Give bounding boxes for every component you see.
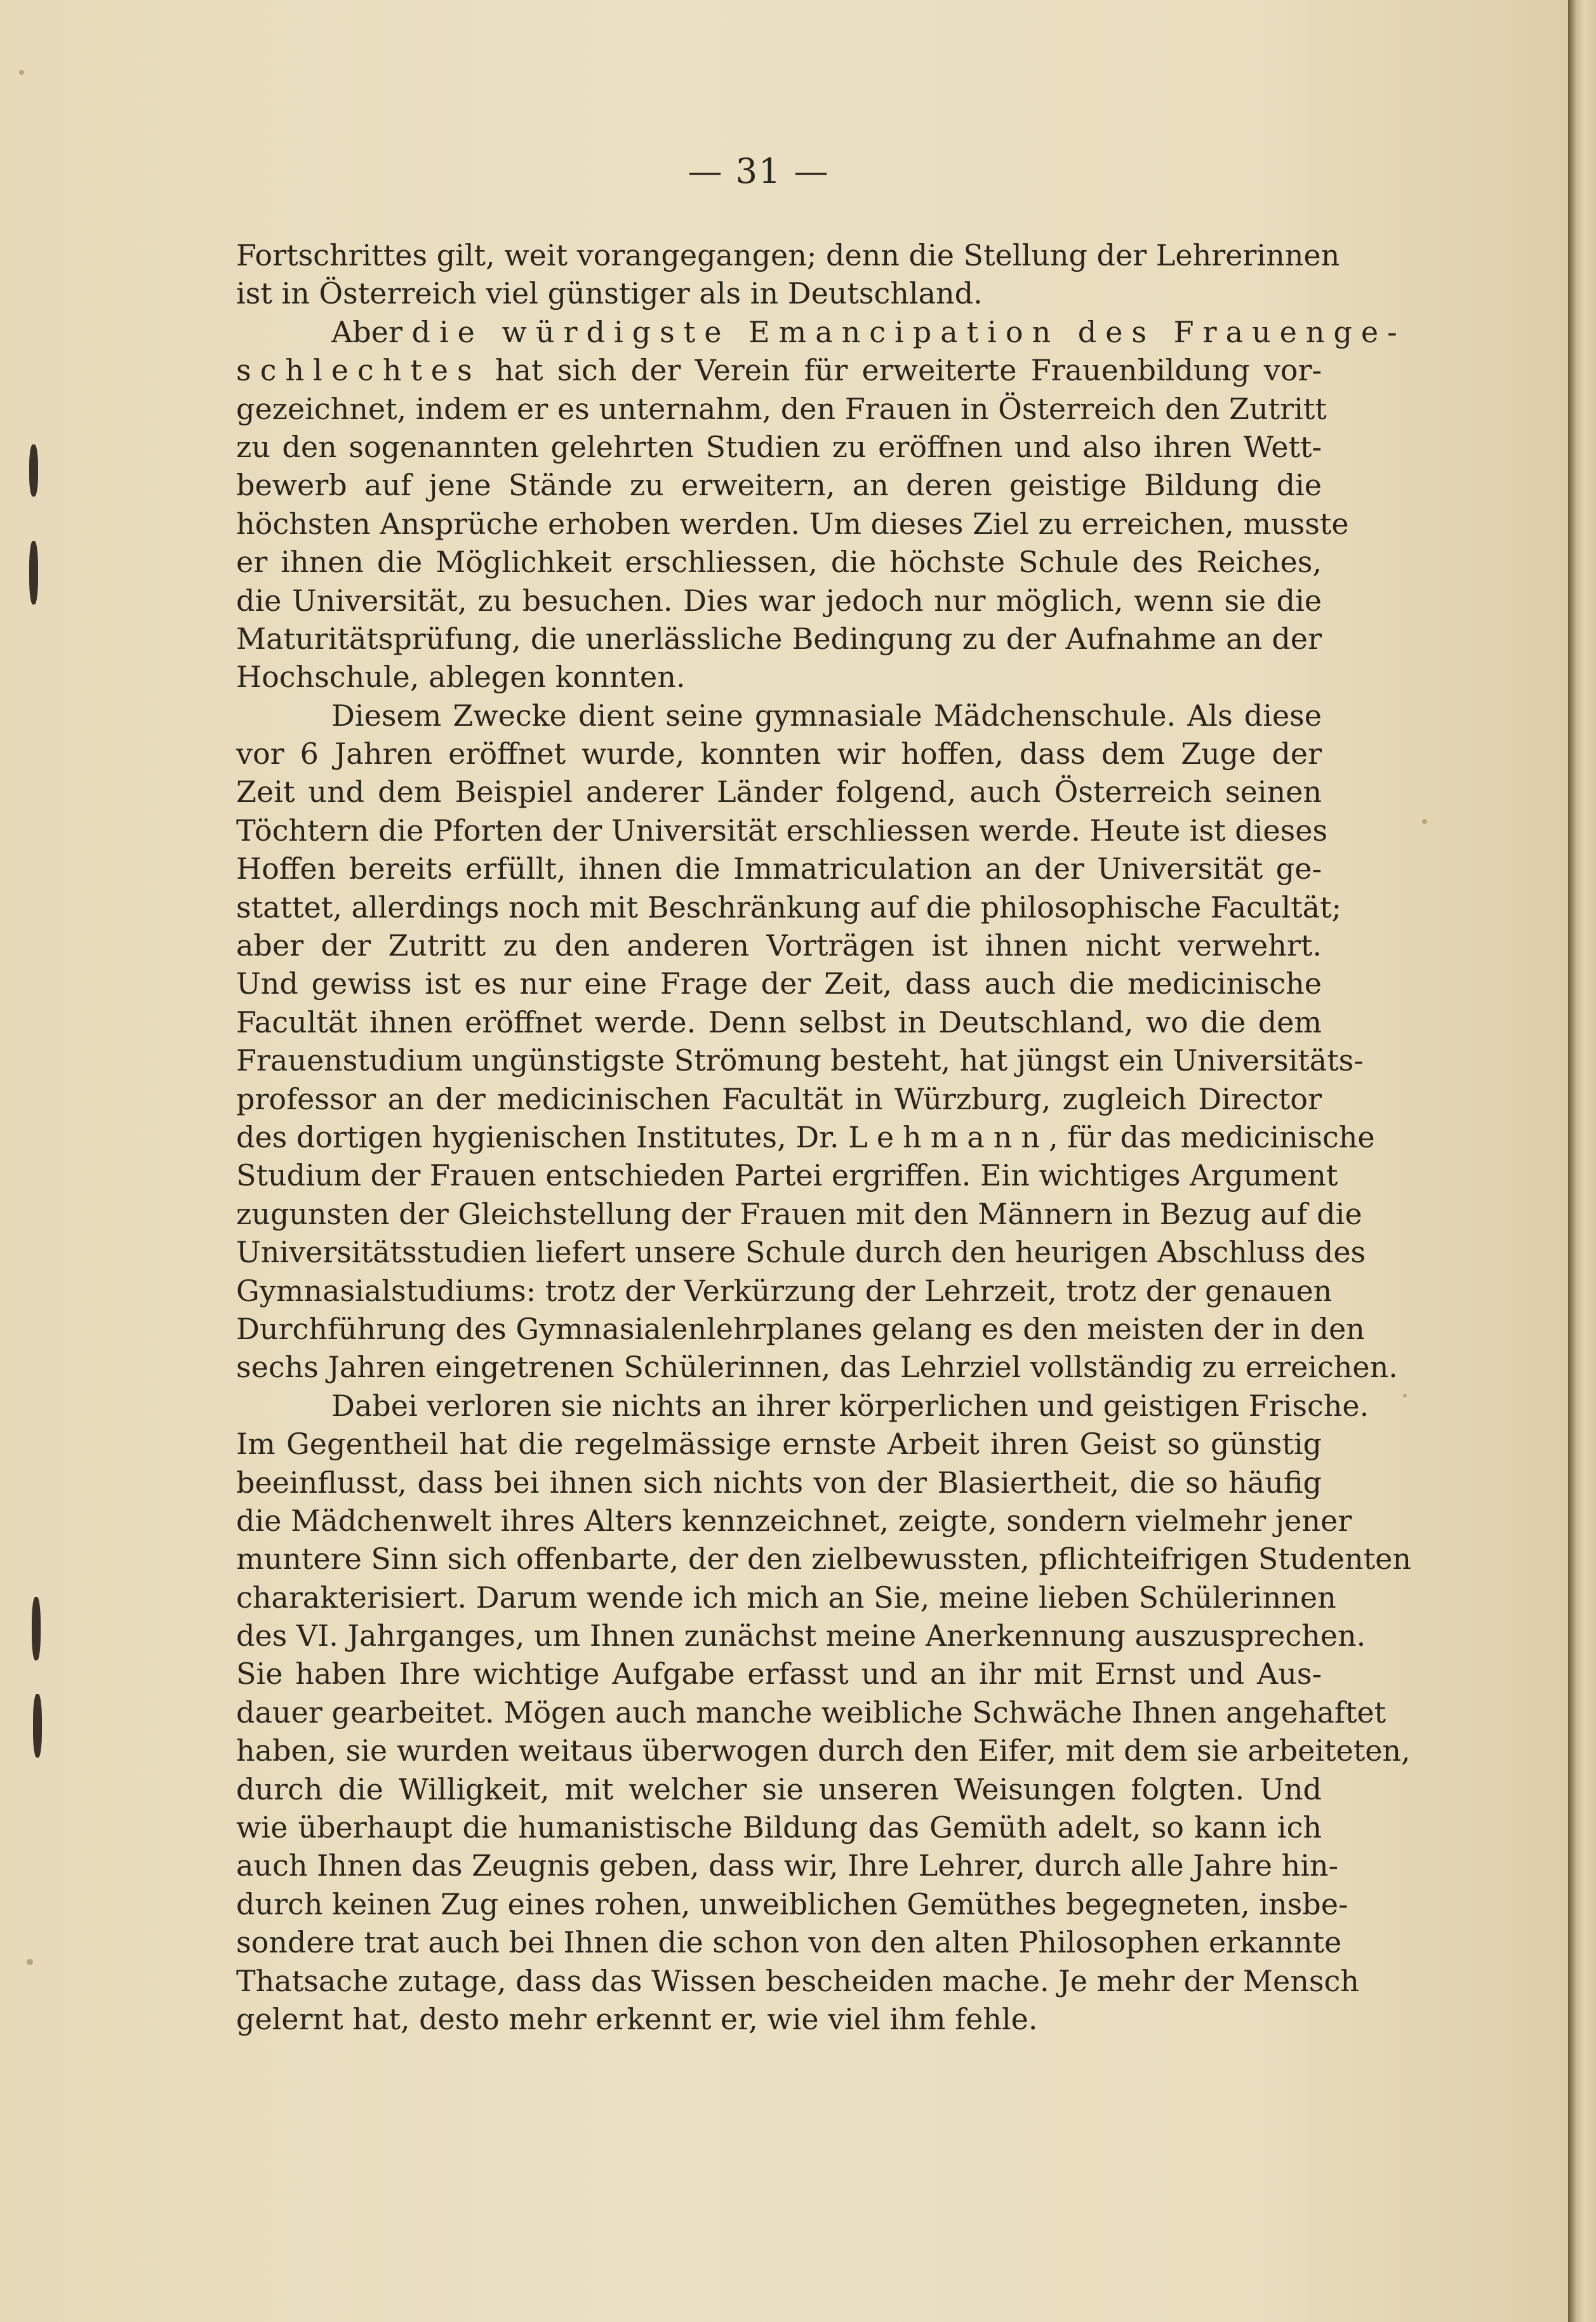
- binding-hole-mark: [33, 1694, 42, 1758]
- text-line: Diesem Zwecke dient seine gymnasiale Mädchenschule. Als diese: [331, 698, 1322, 733]
- text-line: dauer gearbeitet. Mögen auch manche weibliche Schwäche Ihnen angehaftet: [236, 1695, 1387, 1730]
- text-line: zu den sogenannten gelehrten Studien zu eröffnen und also ihren Wett-: [236, 429, 1322, 464]
- text-line: wie überhaupt die humanistische Bildung das Gemüth adelt, so kann ich: [236, 1810, 1322, 1845]
- binding-hole-mark: [29, 541, 38, 604]
- text-line: haben, sie wurden weitaus überwogen durch den Eifer, mit dem sie arbeiteten,: [236, 1733, 1411, 1768]
- text-line: Zeit und dem Beispiel anderer Länder folgend, auch Österreich seinen: [236, 775, 1322, 810]
- text-line: Hochschule, ablegen konnten.: [236, 660, 686, 695]
- text-line: die Mädchenwelt ihres Alters kennzeichnet, zeigte, sondern vielmehr jener: [236, 1503, 1352, 1538]
- text-line: Sie haben Ihre wichtige Aufgabe erfasst und an ihr mit Ernst und Aus-: [236, 1657, 1322, 1691]
- text-line: durch die Willigkeit, mit welcher sie unseren Weisungen folgten. Und: [236, 1772, 1322, 1806]
- text-line: höchsten Ansprüche erhoben werden. Um dieses Ziel zu erreichen, musste: [236, 506, 1349, 541]
- text-line: aber der Zutritt zu den anderen Vorträgen ist ihnen nicht verwehrt.: [236, 928, 1322, 963]
- text-line: vor 6 Jahren eröffnet wurde, konnten wir hoffen, dass dem Zuge der: [236, 737, 1322, 771]
- text-line: [236, 1118, 1375, 1156]
- page-number: — 31 —: [688, 151, 830, 191]
- text-segment: Aber: [331, 314, 412, 349]
- spaced-emphasis: schlechtes: [236, 353, 481, 388]
- text-line: des VI. Jahrganges, um Ihnen zunächst meine Anerkennung auszusprechen.: [236, 1618, 1366, 1653]
- paper-speck: [1422, 819, 1427, 824]
- body-text: [236, 236, 1411, 2038]
- text-line: sechs Jahren eingetrenen Schülerinnen, das Lehrziel vollständig zu erreichen.: [236, 1350, 1398, 1385]
- paper-speck: [19, 70, 24, 75]
- text-line: Und gewiss ist es nur eine Frage der Zeit, dass auch die medicinische: [236, 966, 1322, 1001]
- text-segment: , für das medicinische: [1048, 1119, 1375, 1154]
- binding-hole-mark: [32, 1597, 41, 1660]
- text-line: die Universität, zu besuchen. Dies war jedoch nur möglich, wenn sie die: [236, 583, 1322, 618]
- text-line: bewerb auf jene Stände zu erweitern, an deren geistige Bildung die: [236, 468, 1322, 503]
- spaced-emphasis: die würdigste Emancipation des Frauenge-: [411, 314, 1406, 349]
- text-line: Durchführung des Gymnasialenlehrplanes gelang es den meisten der in den: [236, 1311, 1365, 1346]
- text-line: Im Gegentheil hat die regelmässige ernste Arbeit ihren Geist so günstig: [236, 1427, 1322, 1462]
- text-line: professor an der medicinischen Facultät in Würzburg, zugleich Director: [236, 1081, 1322, 1116]
- text-line: ist in Österreich viel günstiger als in Deutschland.: [236, 276, 983, 311]
- text-line: Facultät ihnen eröffnet werde. Denn selbst in Deutschland, wo die dem: [236, 1004, 1322, 1039]
- text-line: charakterisiert. Darum wende ich mich an Sie, meine lieben Schülerinnen: [236, 1580, 1336, 1615]
- text-line: sondere trat auch bei Ihnen die schon von den alten Philosophen erkannte: [236, 1925, 1342, 1960]
- paper-speck: [27, 1959, 33, 1965]
- text-line: Dabei verloren sie nichts an ihrer körperlichen und geistigen Frische.: [331, 1388, 1369, 1423]
- spaced-emphasis: Lehmann: [848, 1119, 1049, 1154]
- text-segment: hat sich der Verein für erweiterte Frauenbildung vor-: [481, 353, 1322, 388]
- text-line: Universitätsstudien liefert unsere Schule durch den heurigen Abschluss des: [236, 1235, 1366, 1270]
- text-line: Gymnasialstudiums: trotz der Verkürzung der Lehrzeit, trotz der genauen: [236, 1273, 1333, 1308]
- text-line: zugunsten der Gleichstellung der Frauen mit den Männern in Bezug auf die: [236, 1196, 1362, 1231]
- text-line: Studium der Frauen entschieden Partei ergriffen. Ein wichtiges Argument: [236, 1158, 1338, 1193]
- text-segment: des dortigen hygienischen Institutes, Dr.: [236, 1119, 849, 1154]
- text-line: Maturitätsprüfung, die unerlässliche Bedingung zu der Aufnahme an der: [236, 621, 1322, 656]
- text-line: Thatsache zutage, dass das Wissen bescheiden mache. Je mehr der Mensch: [236, 1963, 1359, 1998]
- text-line: Töchtern die Pforten der Universität erschliessen werde. Heute ist dieses: [236, 813, 1328, 848]
- text-line: Fortschrittes gilt, weit vorangegangen; denn die Stellung der Lehrerinnen: [236, 238, 1340, 272]
- text-line: beeinflusst, dass bei ihnen sich nichts von der Blasiertheit, die so häufig: [236, 1465, 1322, 1500]
- text-line: gezeichnet, indem er es unternahm, den Frauen in Österreich den Zutritt: [236, 391, 1327, 426]
- text-line: er ihnen die Möglichkeit erschliessen, die höchste Schule des Reiches,: [236, 545, 1322, 580]
- text-line: muntere Sinn sich offenbarte, der den zielbewussten, pflichteifrigen Studenten: [236, 1542, 1411, 1577]
- text-line: durch keinen Zug eines rohen, unweiblichen Gemüthes begegneten, insbe-: [236, 1886, 1348, 1921]
- text-line: auch Ihnen das Zeugnis geben, dass wir, Ihre Lehrer, durch alle Jahre hin-: [236, 1848, 1339, 1883]
- page-edge: [1568, 0, 1596, 2322]
- binding-hole-mark: [29, 444, 38, 497]
- text-line: [236, 313, 1406, 351]
- paper-speck: [1403, 1394, 1407, 1398]
- text-line: gelernt hat, desto mehr erkennt er, wie viel ihm fehle.: [236, 2001, 1038, 2036]
- text-line: Frauenstudium ungünstigste Strömung besteht, hat jüngst ein Universitäts-: [236, 1043, 1364, 1078]
- text-line: [236, 351, 1322, 389]
- text-line: stattet, allerdings noch mit Beschränkung auf die philosophische Facultät;: [236, 890, 1342, 924]
- text-line: Hoffen bereits erfüllt, ihnen die Immatriculation an der Universität ge-: [236, 851, 1322, 886]
